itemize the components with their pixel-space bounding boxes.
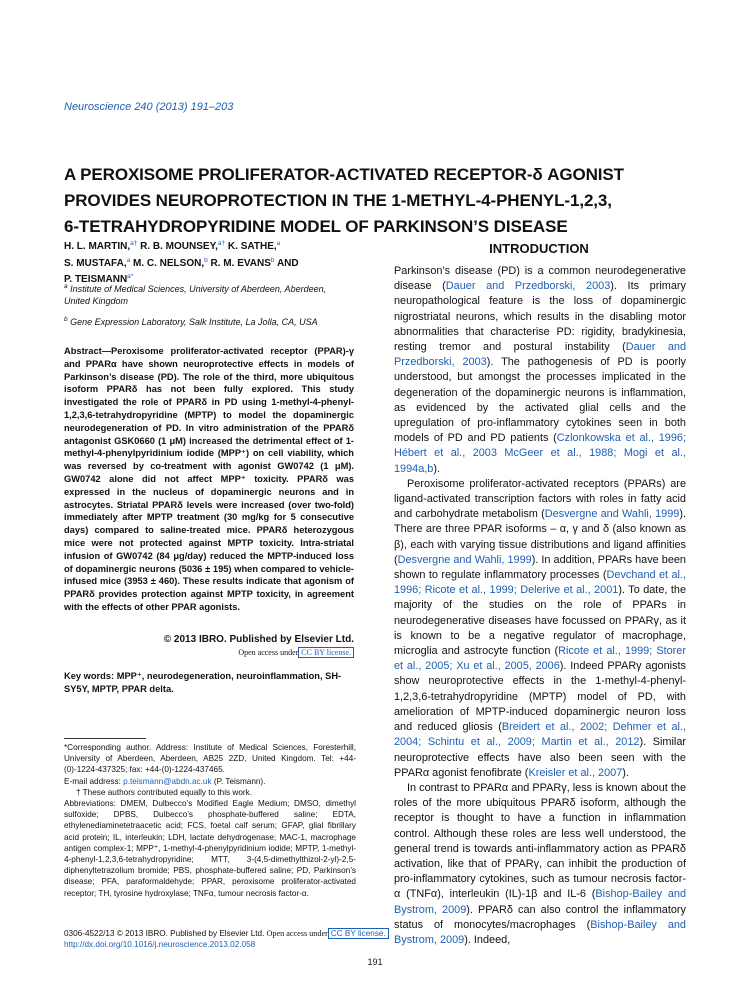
affiliation-b: [64, 314, 349, 328]
affiliation-mark[interactable]: a†: [217, 240, 226, 247]
author-conjunction: AND: [274, 257, 299, 269]
affiliation-mark[interactable]: b: [204, 256, 208, 264]
citation-link[interactable]: Desvergne and Wahli, 1999: [397, 553, 532, 566]
author-name: M. C. NELSON,: [130, 257, 205, 269]
open-access-notice: [64, 648, 354, 657]
issn-line: [64, 928, 389, 939]
author-name: K. SATHE,: [225, 241, 277, 252]
paragraph-text: Peroxisome proliferator-activated receptors (PPARs) are ligand-activated transcription factors with roles in fatty acid and carbohydrate metabolism (: [394, 477, 686, 521]
paragraph-text: ). In addition, PPARs have been shown to regulate inflammatory processes (: [394, 553, 686, 582]
email-suffix: (P. Teismann).: [211, 776, 266, 786]
author-name: P. TEISMANN: [64, 274, 128, 285]
citation-link[interactable]: Kreisler et al., 2007: [528, 766, 623, 779]
journal-citation[interactable]: Neuroscience 240 (2013) 191–203: [64, 101, 234, 113]
citation-link[interactable]: Breidert et al., 2002; Dehmer et al., 2004; Schintu et al., 2009; Martin et al., 2012: [394, 721, 686, 749]
author-name: H. L. MARTIN,: [64, 241, 131, 252]
copyright: © 2013 IBRO. Published by Elsevier Ltd.: [163, 634, 354, 645]
author-line: [64, 237, 344, 254]
affiliations: [64, 281, 349, 335]
author-line: [64, 254, 344, 271]
citation-link[interactable]: Bishop-Bailey and Bystrom, 2009: [394, 888, 686, 916]
citation-link[interactable]: Devchand et al., 1996; Ricote et al., 1999; Delerive et al., 2001: [394, 569, 686, 597]
affiliation-mark: a: [64, 283, 68, 290]
paragraph-text: ). Indeed PPARγ agonists show neuroprotective effects in the 1-methyl-4-phenyl-1,2,3,6-tetrahydropyridine (MPTP) model of PD, with amelioration of MPTP-induced dopaminergic neuron loss and reduced gliosis (: [394, 660, 686, 734]
citation-link[interactable]: Dauer and Przedborski, 2003: [445, 280, 611, 293]
citation-link[interactable]: Ricote et al., 1999; Storer et al., 2005; Xu et al., 2005, 2006: [394, 645, 686, 673]
email-label: E-mail address:: [64, 776, 124, 786]
abbreviations: Abbreviations: DMEM, Dulbecco’s Modified Eagle Medium; DMSO, dimethyl sulfoxide; DPBS, Dulbecco’s phosphate-buffered saline; EDTA, ethylenediaminetetraacetic acid; FCS, foetal calf serum; GFAP, glial fibrillary acid protein; IL, interleukin; LDH, lactate dehydrogenase; MAC-1, macrophage antigen complex-1; MPP⁺, 1-methyl-4-phenylpyridinium iodide; MPTP, 1-methyl-4-phenyl-1,2,3,6-tetrahydropyridine; MTT, 3-(4,5-dimethylthizol-2-yl)-2,5-diphenyltetrazolium bromide; PBS, phosphate-buffered saline; PD, Parkinson’s disease; PFA, paraformaldehyde; PPAR, peroxisome proliferator-activated receptor; TH, tyrosine hydroxylase; TNFα, tumour necrosis factor-α.: [64, 799, 356, 898]
affiliation-mark[interactable]: a*: [127, 273, 134, 280]
corresponding-author-note: *Corresponding author. Address: Institute of Medical Sciences, Foresterhill, University of Aberdeen, Aberdeen, AB25 2ZD, United Kingdom. Tel: +44-(0)-1224-437325; fax: +44-(0)-1224-437465.: [64, 743, 356, 775]
affiliation-a: [64, 281, 349, 307]
affiliation-text: Gene Expression Laboratory, Salk Institute, La Jolla, CA, USA: [67, 317, 318, 327]
doi-link[interactable]: http://dx.doi.org/10.1016/j.neuroscience.2013.02.058: [64, 940, 256, 949]
paragraph: [394, 477, 686, 781]
open-access-text: Open access under: [264, 929, 328, 938]
author-name: R. M. EVANS: [207, 257, 271, 269]
paragraph-text: ). Its primary neuropathological feature is the loss of dopaminergic nigrostriatal neurons, which results in the disabling motor abnormalities that characterise PD: rigidity, bradykinesia, resting tremor and postural instability (: [394, 280, 686, 354]
cc-by-license-link[interactable]: CC BY license.: [298, 647, 354, 658]
citation-link[interactable]: Bishop-Bailey and Bystrom, 2009: [394, 918, 686, 946]
citation-link[interactable]: Dauer and Przedborski, 2003: [394, 341, 686, 369]
keywords: Key words: MPP⁺, neurodegeneration, neuroinflammation, SH-SY5Y, MPTP, PPAR delta.: [64, 671, 342, 694]
title-line: 6-TETRAHYDROPYRIDINE MODEL OF PARKINSON’S DISEASE: [64, 217, 568, 236]
paragraph-text: ). Indeed,: [464, 933, 511, 946]
footnote-divider: [64, 738, 146, 739]
paragraph-text: In contrast to PPARα and PPARγ, less is known about the roles of the more ubiquitous PPARδ isoform, although the receptor is thought to have a function in inflammation control. Although these roles are less well understood, the general trend is towards anti-inflammatory action as PPARδ activation, like that of PPARγ, can inhibit the production of pro-inflammatory cytokines, such as tumour necrosis factor-α (TNFα), interleukin (IL)-1β and IL-6 (: [394, 781, 686, 901]
introduction-body: [394, 264, 686, 948]
citation-link[interactable]: Czlonkowska et al., 1996; Hébert et al., 2003 McGeer et al., 1988; Mogi et al., 1994a,b: [394, 432, 686, 475]
issn-text: 0306-4522/13 © 2013 IBRO. Published by Elsevier Ltd.: [64, 929, 265, 938]
article-title: [64, 162, 694, 240]
footnotes: [64, 742, 356, 899]
paragraph-text: ). PPARδ can also control the inflammatory status of monocytes/macrophages (: [394, 903, 687, 931]
affiliation-text: Institute of Medical Sciences, University of Aberdeen, Aberdeen, United Kingdom: [64, 284, 327, 306]
equal-contribution-note: † These authors contributed equally to this work.: [76, 787, 252, 797]
title-line: PROVIDES NEUROPROTECTION IN THE 1-METHYL-4-PHENYL-1,2,3,: [64, 191, 612, 210]
email-link[interactable]: p.teismann@abdn.ac.uk: [123, 776, 212, 786]
paragraph-text: ). There are three PPAR isoforms – α, γ and δ (also known as β), each with varying tissue distributions and ligand affinities (: [394, 508, 686, 566]
paragraph-text: ). Similar neuroprotective effects have also been seen with the PPARα agonist fenofibrate (: [394, 736, 686, 779]
open-access-text: Open access under: [238, 648, 299, 657]
paragraph: [394, 781, 686, 948]
author-name: S. MUSTAFA,: [64, 257, 127, 269]
title-line: A PEROXISOME PROLIFERATOR-ACTIVATED RECEPTOR-δ AGONIST: [64, 165, 624, 184]
affiliation-mark[interactable]: a: [276, 240, 281, 247]
paragraph-text: ). The pathogenesis of PD is poorly understood, but amongst the processes implicated in the degeneration of the dopaminergic neurons is inflammation, as evidenced by the activated glial cells and the upregulation of pro-inflammatory cytokines seen in both models of PD and PD patients (: [394, 356, 687, 445]
cc-by-license-link[interactable]: CC BY license.: [328, 928, 389, 939]
paragraph-text: ). To date, the majority of the studies on the role of PPARs in neurodegenerative diseases have focussed on PPARγ, as it is known to be a negative regulator of macrophage, microglia and astrocyte function (: [394, 584, 686, 658]
page-number: 191: [367, 957, 383, 967]
paragraph: [394, 264, 686, 477]
abstract: Abstract—Peroxisome proliferator-activated receptor (PPAR)-γ and PPARα have shown neuroprotective effects in models of Parkinson’s disease (PD). The role of the third, more ubiquitous isoform PPARδ has not been fully explored. This study investigated the role of PPARδ in PD using 1-methyl-4-phenyl-1,2,3,6-tetrahydropyridine (MPTP) to model the dopaminergic neurodegeneration of PD. In vitro administration of the PPARδ antagonist GSK0660 (1 μM) increased the detrimental effect of 1-methyl-4-phenylpyridinium iodide (MPP⁺) on cell viability, which was reversed by co-treatment with agonist GW0742 (1 μM). GW0742 alone did not affect MPP⁺ toxicity. PPARδ was expressed in the nucleus of dopaminergic neurons and in astrocytes. Striatal PPARδ levels were increased (over two-fold) immediately after MPTP treatment (30 mg/kg for 5 consecutive days) compared to saline-treated mice. PPARδ heterozygous mice were not protected against MPTP toxicity. Intra-striatal infusion of GW0742 (84 μg/day) reduced the MPTP-induced loss of dopaminergic neurons (5036 ± 195) when compared to vehicle-infused mice (3953 ± 460). These results indicate that agonism of PPARδ provides protection against MPTP toxicity, in agreement with the effects of other PPAR agonists.: [64, 346, 354, 612]
issn-doi-block: [64, 928, 389, 950]
email-line: [64, 776, 356, 787]
affiliation-mark[interactable]: b: [270, 256, 275, 264]
author-list: [64, 237, 344, 287]
affiliation-mark[interactable]: a†: [130, 240, 138, 247]
paragraph-text: ).: [433, 462, 441, 475]
paragraph-text: ).: [622, 766, 629, 779]
affiliation-mark[interactable]: a: [126, 256, 131, 264]
citation-link[interactable]: Desvergne and Wahli, 1999: [544, 508, 680, 521]
affiliation-mark: b: [64, 316, 68, 323]
introduction-heading: INTRODUCTION: [489, 241, 589, 256]
paragraph-text: Parkinson’s disease (PD) is a common neurodegenerative disease (: [394, 265, 686, 293]
author-name: R. B. MOUNSEY,: [137, 241, 218, 252]
